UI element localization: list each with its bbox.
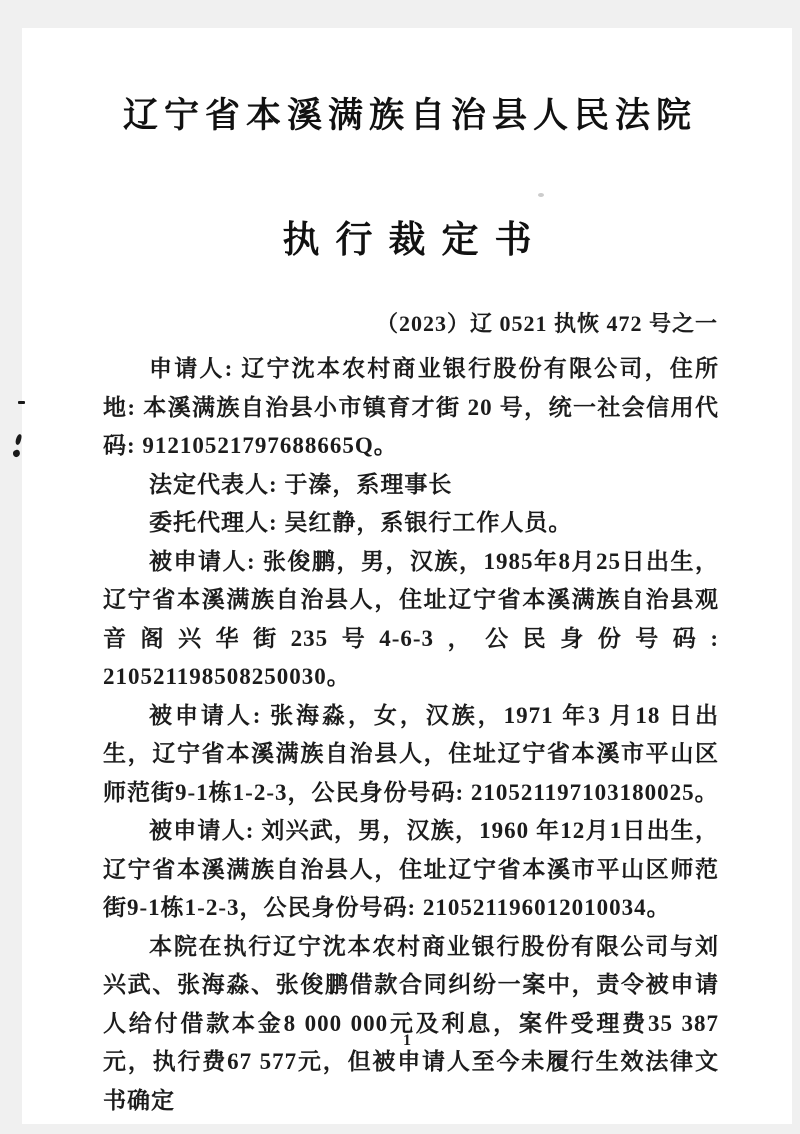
paragraph-case-summary: 本院在执行辽宁沈本农村商业银行股份有限公司与刘兴武、张海淼、张俊鹏借款合同纠纷一案中，责令被申请人给付借款本金8 000 000元及利息，案件受理费35 387元，执行费67 577元，但被申请人至今未履行生效法律文书确定 [103,933,719,1113]
case-number: （2023）辽 0521 执恢 472 号之一 [375,311,718,336]
paragraph-respondent-2: 被申请人: 张海淼，女，汉族，1971 年3 月18 日出生，辽宁省本溪满族自治县人，住址辽宁省本溪市平山区师范街9-1栋1-2-3，公民身份号码: 210521197103180025。 [103,702,719,805]
paragraph-agent: 委托代理人: 吴红静，系银行工作人员。 [149,510,573,535]
court-name-heading: 辽宁省本溪满族自治县人民法院 [122,96,697,135]
document-title: 执行裁定书 [282,220,548,261]
scan-smudge [538,193,544,197]
ink-smudge-dash [18,401,25,404]
document-body [103,350,719,1120]
ink-smudge-dot [12,449,21,458]
paragraph-legal-representative: 法定代表人: 于溱，系理事长 [149,471,453,497]
paragraph-respondent-3: 被申请人: 刘兴武，男，汉族，1960 年12月1日出生，辽宁省本溪满族自治县人，住址辽宁省本溪市平山区师范街9-1栋1-2-3，公民身份号码: 210521196012010034。 [103,818,719,920]
paragraph-applicant: 申请人: 辽宁沈本农村商业银行股份有限公司，住所地: 本溪满族自治县小市镇育才街 20 号，统一社会信用代码: 91210521797688665Q。 [103,356,719,458]
document-page [22,28,792,1124]
paragraph-respondent-1: 被申请人: 张俊鹏，男，汉族，1985年8月25日出生，辽宁省本溪满族自治县人，住址辽宁省本溪满族自治县观音阁兴华街235号4-6-3，公民身份号码: 210521198508250030。 [103,548,719,689]
page-number: 1 [403,1032,411,1049]
